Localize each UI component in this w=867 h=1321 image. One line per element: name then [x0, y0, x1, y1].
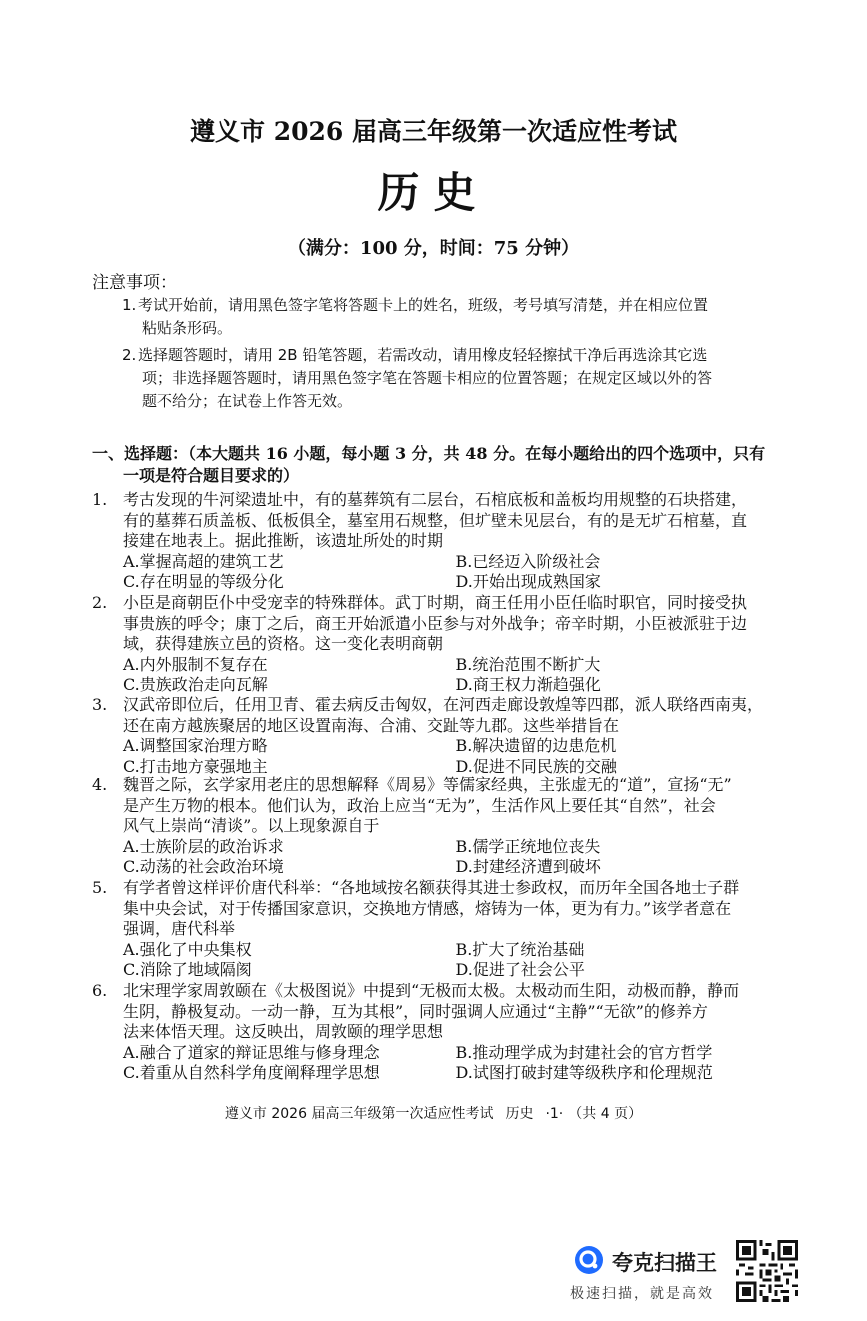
notice-item — [122, 294, 784, 340]
page-footer — [0, 1103, 867, 1123]
notice-item-number: 1. — [122, 296, 137, 314]
notice-item-line: 粘贴条形码。 — [142, 319, 233, 337]
question-options — [123, 837, 788, 878]
question-number: 4. — [92, 775, 108, 794]
notice-item-line: 题不给分；在试卷上作答无效。 — [142, 392, 353, 410]
question-6 — [92, 981, 788, 1084]
watermark-slogan: 极速扫描，就是高效 — [570, 1286, 714, 1302]
option-a: A.掌握高超的建筑工艺 — [123, 551, 284, 571]
option-c: C.贵族政治走向瓦解 — [123, 675, 268, 694]
option-b: B.儒学正统地位丧失 — [455, 836, 601, 856]
question-4 — [92, 775, 788, 878]
stem-line: 强调，唐代科举 — [123, 919, 236, 938]
question-number: 3. — [92, 695, 108, 714]
question-3 — [92, 695, 788, 777]
question-stem — [123, 775, 788, 837]
notice-item-line: 考试开始前，请用黑色签字笔将答题卡上的姓名，班级，考号填写清楚，并在相应位置 — [138, 296, 709, 314]
option-b: B.解决遗留的边患危机 — [455, 736, 617, 755]
option-b: B.已经迈入阶级社会 — [455, 551, 601, 571]
option-c: C.着重从自然科学角度阐释理学思想 — [123, 1063, 380, 1082]
watermark-brand: 夸克扫描王 — [612, 1251, 717, 1275]
option-b: B.扩大了统治基础 — [455, 939, 585, 959]
footer-subject: 历史 — [505, 1106, 534, 1122]
question-options — [123, 655, 788, 696]
stem-line: 还在南方越族聚居的地区设置南海、合浦、交趾等九郡。这些举措旨在 — [123, 715, 620, 735]
option-c: C.消除了地域隔阂 — [123, 960, 252, 979]
option-d: D.封建经济遭到破坏 — [455, 857, 601, 876]
option-b: B.推动理学成为封建社会的官方哲学 — [455, 1042, 713, 1062]
stem-line: 域，获得建族立邑的资格。这一变化表明商朝 — [123, 634, 444, 653]
qr-code-icon — [736, 1240, 798, 1302]
notice-item-line: 项；非选择题答题时，请用黑色签字笔在答题卡相应的位置答题；在规定区域以外的答 — [142, 369, 713, 387]
stem-line: 法来体悟天理。这反映出，周敦颐的理学思想 — [123, 1022, 444, 1041]
option-c: C.动荡的社会政治环境 — [123, 857, 284, 876]
option-c: C.存在明显的等级分化 — [123, 572, 284, 591]
quark-logo-icon — [574, 1245, 604, 1275]
question-stem — [123, 981, 788, 1043]
stem-line: 是产生万物的根本。他们认为，政治上应当“无为”，生活作风上要任其“自然”，社会 — [123, 795, 716, 815]
option-a: A.内外服制不复存在 — [123, 654, 268, 674]
section-heading-line: 一、选择题：（本大题共 16 小题，每小题 3 分，共 48 分。在每小题给出的四个选项中，只有 — [92, 444, 766, 463]
stem-line: 考古发现的牛河梁遗址中，有的墓葬筑有二层台，石棺底板和盖板均用规整的石块搭建， — [123, 490, 748, 509]
footer-total-pages: （共 4 页） — [575, 1106, 643, 1122]
option-a: A.强化了中央集权 — [123, 939, 252, 959]
question-number: 6. — [92, 981, 108, 1000]
option-d: D.促进了社会公平 — [455, 960, 585, 979]
notice-item-line: 选择题答题时，请用 2B 铅笔答题，若需改动，请用橡皮轻轻擦拭干净后再选涂其它选 — [138, 346, 708, 364]
footer-page-number: ·1· — [545, 1106, 564, 1122]
option-c: C.打击地方豪强地主 — [123, 756, 268, 776]
stem-line: 有学者曾这样评价唐代科举：“各地域按名额获得其进士参政权，而历年全国各地士子群 — [123, 878, 740, 897]
question-5 — [92, 878, 788, 981]
question-stem — [123, 695, 788, 736]
notice-item-number: 2. — [122, 346, 137, 364]
footer-exam: 遵义市 2026 届高三年级第一次适应性考试 — [224, 1106, 494, 1122]
question-stem — [123, 878, 788, 940]
stem-line: 事贵族的呼令；康丁之后，商王开始派遣小臣参与对外战争；帝辛时期，小臣被派驻于边 — [123, 613, 748, 633]
notice-heading: 注意事项： — [92, 273, 177, 293]
option-d: D.开始出现成熟国家 — [455, 572, 601, 591]
question-1 — [92, 490, 788, 593]
question-options — [123, 940, 788, 981]
notice-item — [122, 344, 784, 413]
question-stem — [123, 490, 788, 552]
stem-line: 北宋理学家周敦颐在《太极图说》中提到“无极而太极。太极动而生阳，动极而静，静而 — [123, 981, 740, 1000]
exam-title: 遵义市 2026 届高三年级第一次适应性考试 — [190, 117, 677, 146]
stem-line: 风气上崇尚“清谈”。以上现象源自于 — [123, 816, 380, 835]
option-a: A.融合了道家的辩证思维与修身理念 — [123, 1042, 380, 1062]
option-b: B.统治范围不断扩大 — [455, 654, 601, 674]
question-number: 5. — [92, 878, 108, 897]
stem-line: 汉武帝即位后，任用卫青、霍去病反击匈奴，在河西走廊设敦煌等四郡，派人联络西南夷， — [123, 695, 764, 714]
question-options — [123, 552, 788, 593]
question-stem — [123, 593, 788, 655]
option-d: D.商王权力渐趋强化 — [455, 675, 601, 694]
section-heading-line: 一项是符合题目要求的） — [123, 466, 300, 485]
exam-meta: （满分：100 分，时间：75 分钟） — [287, 238, 580, 259]
stem-line: 魏晋之际，玄学家用老庄的思想解释《周易》等儒家经典，主张虚无的“道”，宣扬“无” — [123, 775, 732, 794]
stem-line: 小臣是商朝臣仆中受宠幸的特殊群体。武丁时期，商王任用小臣任临时职官，同时接受执 — [123, 593, 748, 612]
option-a: A.调整国家治理方略 — [123, 736, 268, 755]
section-heading — [92, 443, 788, 487]
option-d: D.试图打破封建等级秩序和伦理规范 — [455, 1063, 713, 1082]
option-d: D.促进不同民族的交融 — [455, 756, 617, 776]
option-a: A.士族阶层的政治诉求 — [123, 836, 284, 856]
stem-line: 有的墓葬石质盖板、低板俱全，墓室用石规整，但圹壁未见层台，有的是无圹石棺墓，直 — [123, 510, 748, 530]
question-number: 2. — [92, 593, 108, 612]
stem-line: 生阴，静极复动。一动一静，互为其根”，同时强调人应通过“主静”“无欲”的修养方 — [123, 1001, 708, 1021]
question-2 — [92, 593, 788, 696]
question-options — [123, 1043, 788, 1084]
question-number: 1. — [92, 490, 108, 509]
subject-title: 历史 — [377, 168, 490, 217]
stem-line: 接建在地表上。据此推断，该遗址所处的时期 — [123, 531, 444, 550]
question-options — [123, 736, 788, 777]
stem-line: 集中央会试，对于传播国家意识，交换地方情感，熔铸为一体，更为有力。”该学者意在 — [123, 898, 732, 918]
